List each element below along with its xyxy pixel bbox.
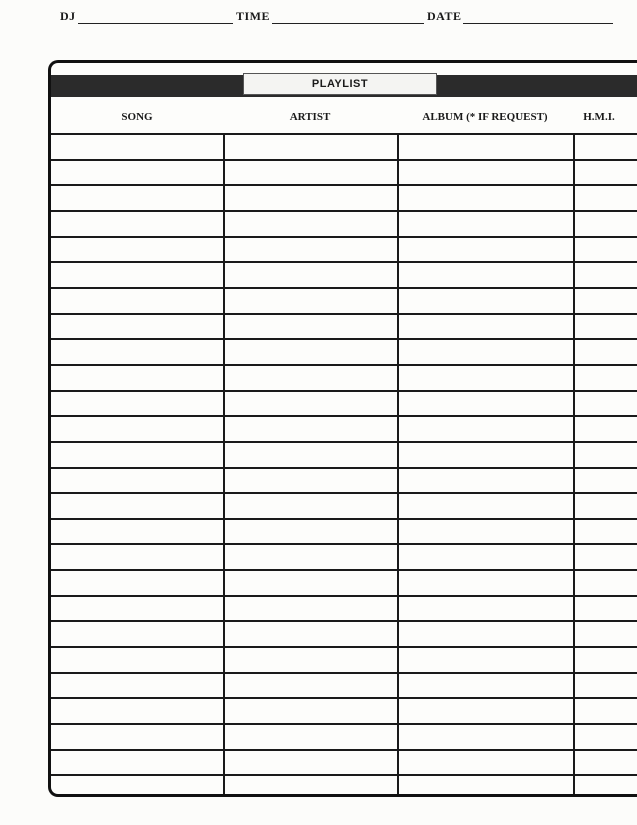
row-rule	[51, 749, 637, 751]
dj-blank-line[interactable]	[78, 10, 233, 24]
time-field	[236, 8, 424, 24]
playlist-title: PLAYLIST	[243, 73, 437, 95]
time-blank-line[interactable]	[272, 10, 424, 24]
row-rule	[51, 723, 637, 725]
date-label: DATE	[427, 9, 462, 23]
row-rule	[51, 261, 637, 263]
playlist-grid[interactable]	[51, 133, 637, 797]
row-rule	[51, 518, 637, 520]
row-rule	[51, 672, 637, 674]
dj-label: DJ	[60, 9, 76, 23]
time-label: TIME	[236, 9, 271, 23]
row-rule	[51, 287, 637, 289]
row-rule	[51, 338, 637, 340]
row-rule	[51, 184, 637, 186]
column-header-album: ALBUM (* IF REQUEST)	[422, 111, 548, 123]
row-rule	[51, 620, 637, 622]
row-rule	[51, 415, 637, 417]
row-rule	[51, 441, 637, 443]
column-header-hmi: H.M.I.	[583, 111, 615, 123]
row-rule	[51, 646, 637, 648]
column-rule	[223, 133, 225, 797]
row-rule	[51, 313, 637, 315]
row-rule	[51, 210, 637, 212]
form-header	[60, 8, 620, 28]
column-rule	[397, 133, 399, 797]
date-blank-line[interactable]	[463, 10, 613, 24]
row-rule	[51, 236, 637, 238]
column-headers	[51, 111, 637, 131]
row-rule	[51, 364, 637, 366]
row-rule	[51, 543, 637, 545]
date-field	[427, 8, 613, 24]
row-rule	[51, 774, 637, 776]
column-header-artist: ARTIST	[289, 111, 331, 123]
row-rule	[51, 697, 637, 699]
row-rule	[51, 133, 637, 135]
column-rule	[573, 133, 575, 797]
row-rule	[51, 159, 637, 161]
dj-field	[60, 8, 233, 24]
column-header-song: SONG	[121, 111, 153, 123]
row-rule	[51, 390, 637, 392]
row-rule	[51, 595, 637, 597]
row-rule	[51, 467, 637, 469]
row-rule	[51, 492, 637, 494]
row-rule	[51, 569, 637, 571]
playlist-table-frame	[48, 60, 637, 797]
